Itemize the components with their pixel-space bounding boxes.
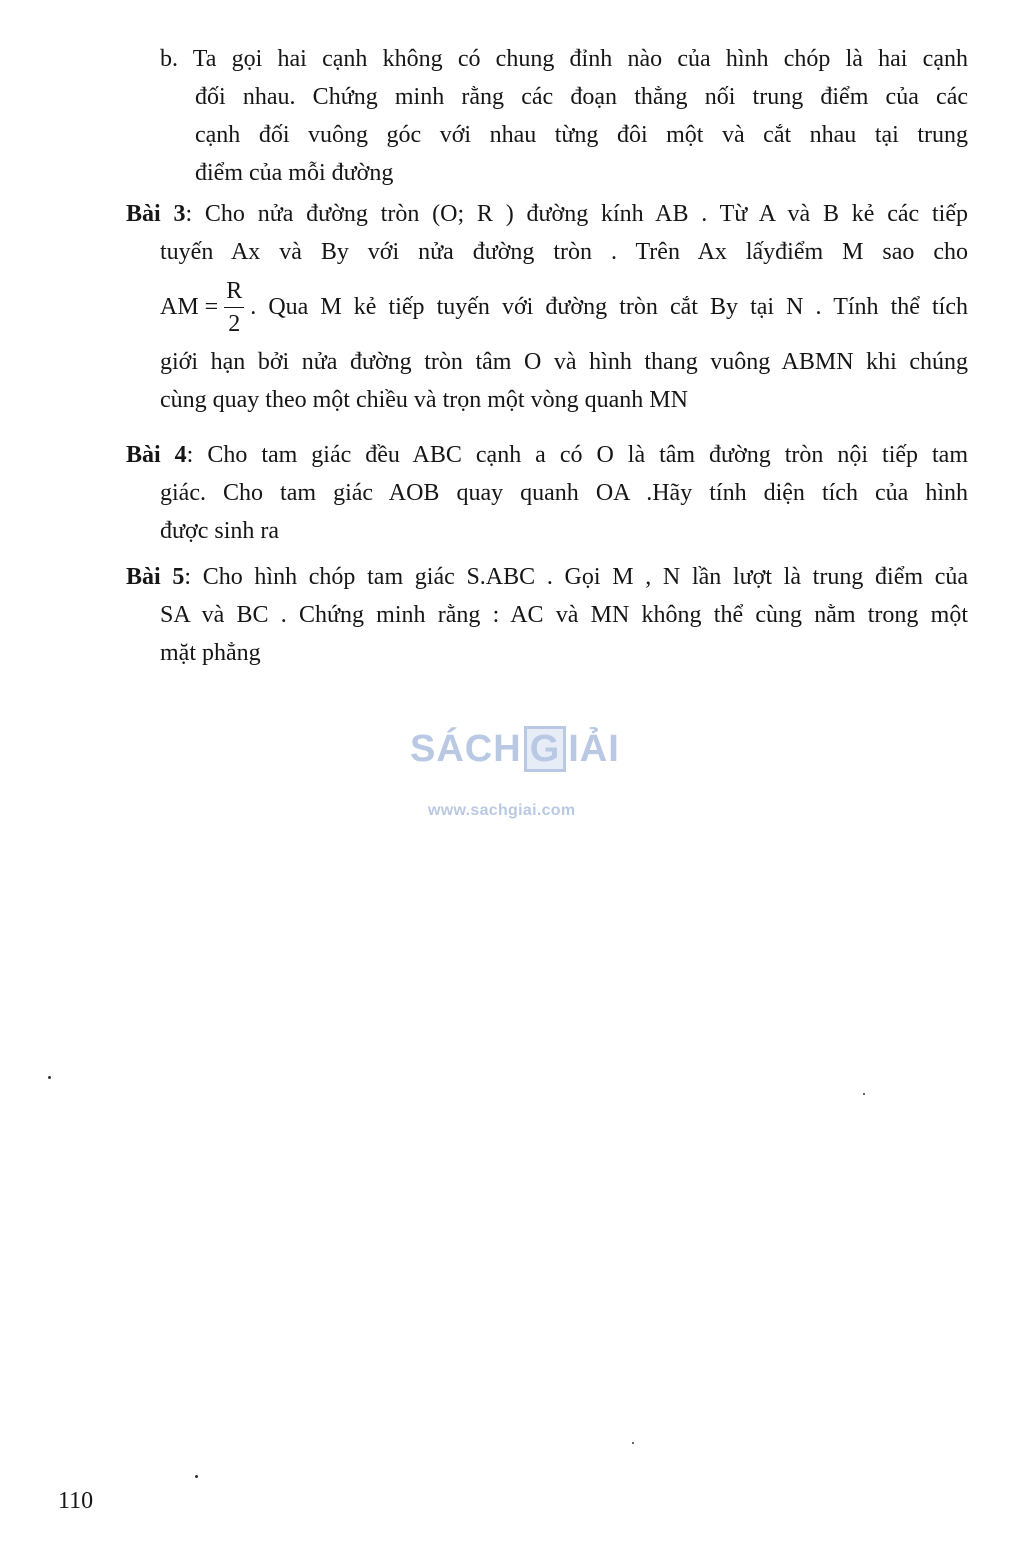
watermark-logo-right: IẢI xyxy=(568,727,620,770)
exercise-4 xyxy=(126,436,968,550)
exercise-5-label: Bài 5 xyxy=(126,564,185,590)
exercise-4-line-2: giác. Cho tam giác AOB quay quanh OA .Hãy tính diện tích của hình xyxy=(160,480,968,506)
scan-speck xyxy=(195,1475,198,1478)
fraction-suffix: . Qua M kẻ tiếp tuyến với đường tròn cắt By tại N . Tính thể tích xyxy=(250,294,968,320)
exercise-4-label: Bài 4 xyxy=(126,442,187,468)
fraction-denominator: 2 xyxy=(228,310,241,337)
exercise-5-line-1 xyxy=(126,558,968,596)
exercise-5-line-3: mặt phẳng xyxy=(160,640,261,666)
exercise-3 xyxy=(126,195,968,419)
watermark-logo-left: SÁCH xyxy=(410,727,522,770)
exercise-4-line-1 xyxy=(126,436,968,474)
exercise-5-line-2: SA và BC . Chứng minh rằng : AC và MN không thể cùng nằm trong một xyxy=(160,602,968,628)
exercise-4-line-1-text: : Cho tam giác đều ABC cạnh a có O là tâm đường tròn nội tiếp tam xyxy=(186,442,968,468)
scan-speck xyxy=(48,1076,51,1079)
exercise-3-line-5: cùng quay theo một chiều và trọn một vòng quanh MN xyxy=(160,387,688,413)
exercise-b-line-1: b. Ta gọi hai cạnh không có chung đỉnh nào của hình chóp là hai cạnh xyxy=(160,46,968,72)
sachgiai-watermark xyxy=(410,726,620,826)
exercise-b-line-4: điểm của mỗi đường xyxy=(195,160,394,186)
scan-speck xyxy=(863,1093,865,1095)
exercise-5 xyxy=(126,558,968,672)
fraction-prefix: AM = xyxy=(160,294,219,320)
exercise-4-line-3: được sinh ra xyxy=(160,518,280,544)
exercise-3-label: Bài 3 xyxy=(126,201,186,227)
watermark-logo-boxed-letter: G xyxy=(524,726,567,772)
fraction-r-over-2 xyxy=(224,277,244,338)
exercise-3-line-2: tuyến Ax và By với nửa đường tròn . Trên Ax lấyđiểm M sao cho xyxy=(160,239,968,265)
exercise-5-line-1-text: : Cho hình chóp tam giác S.ABC . Gọi M , N lần lượt là trung điểm của xyxy=(184,564,969,590)
page-number: 110 xyxy=(58,1488,94,1514)
exercise-3-line-1-text: : Cho nửa đường tròn (O; R ) đường kính AB . Từ A và B kẻ các tiếp xyxy=(185,201,968,227)
exercise-3-line-4: giới hạn bởi nửa đường tròn tâm O và hình thang vuông ABMN khi chúng xyxy=(160,349,968,375)
fraction-numerator: R xyxy=(224,277,244,308)
watermark-logo xyxy=(410,726,620,772)
exercise-3-fraction-line xyxy=(126,271,968,343)
scan-speck xyxy=(632,1442,634,1444)
watermark-url: www.sachgiai.com xyxy=(428,802,576,819)
exercise-b-line-3: cạnh đối vuông góc với nhau từng đôi một và cắt nhau tại trung xyxy=(195,122,968,148)
exercise-3-line-1 xyxy=(126,195,968,233)
exercise-b xyxy=(160,40,968,192)
exercise-b-line-2: đối nhau. Chứng minh rằng các đoạn thẳng nối trung điểm của các xyxy=(195,84,968,110)
